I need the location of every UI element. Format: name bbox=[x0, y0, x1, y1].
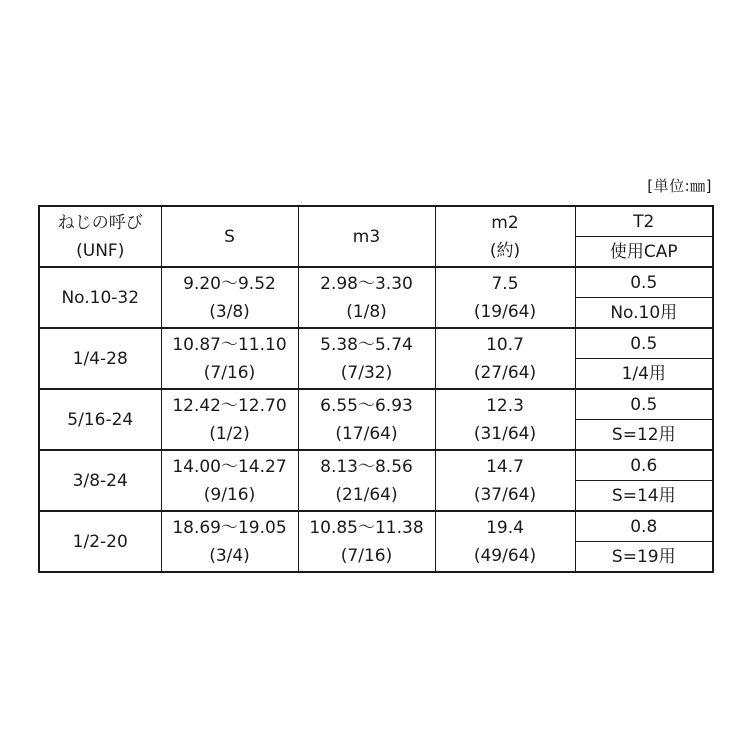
cell-cap: S=12用 bbox=[575, 420, 713, 451]
cell-cap: S=19用 bbox=[575, 542, 713, 573]
cell-t2: 0.6 bbox=[575, 450, 713, 481]
cell-s: 12.42〜12.70 (1/2) bbox=[161, 389, 298, 450]
cell-s: 9.20〜9.52 (3/8) bbox=[161, 267, 298, 328]
header-thread: ねじの呼び (UNF) bbox=[39, 206, 161, 267]
cell-s: 14.00〜14.27 (9/16) bbox=[161, 450, 298, 511]
table-row bbox=[39, 450, 713, 481]
cell-m3: 2.98〜3.30 (1/8) bbox=[298, 267, 435, 328]
cell-m2: 14.7 (37/64) bbox=[435, 450, 575, 511]
cell-cap: S=14用 bbox=[575, 481, 713, 512]
cell-t2: 0.5 bbox=[575, 267, 713, 298]
header-s: S bbox=[161, 206, 298, 267]
cell-m3: 10.85〜11.38 (7/16) bbox=[298, 511, 435, 572]
cell-thread: 3/8-24 bbox=[39, 450, 161, 511]
cell-cap: No.10用 bbox=[575, 298, 713, 329]
spec-table bbox=[38, 205, 714, 573]
cell-m2: 19.4 (49/64) bbox=[435, 511, 575, 572]
cell-s: 18.69〜19.05 (3/4) bbox=[161, 511, 298, 572]
cell-t2: 0.8 bbox=[575, 511, 713, 542]
cell-m2: 12.3 (31/64) bbox=[435, 389, 575, 450]
table-row bbox=[39, 511, 713, 542]
cell-thread: 1/2-20 bbox=[39, 511, 161, 572]
table-row bbox=[39, 267, 713, 298]
cell-m2: 10.7 (27/64) bbox=[435, 328, 575, 389]
cell-m2: 7.5 (19/64) bbox=[435, 267, 575, 328]
header-row bbox=[39, 206, 713, 237]
table-row bbox=[39, 328, 713, 359]
cell-s: 10.87〜11.10 (7/16) bbox=[161, 328, 298, 389]
cell-thread: 5/16-24 bbox=[39, 389, 161, 450]
header-cap: 使用CAP bbox=[575, 237, 713, 268]
header-m3: m3 bbox=[298, 206, 435, 267]
header-t2: T2 bbox=[575, 206, 713, 237]
cell-thread: 1/4-28 bbox=[39, 328, 161, 389]
cell-thread: No.10-32 bbox=[39, 267, 161, 328]
cell-cap: 1/4用 bbox=[575, 359, 713, 390]
table-row bbox=[39, 389, 713, 420]
cell-m3: 6.55〜6.93 (17/64) bbox=[298, 389, 435, 450]
header-m2: m2 (約) bbox=[435, 206, 575, 267]
cell-t2: 0.5 bbox=[575, 389, 713, 420]
cell-t2: 0.5 bbox=[575, 328, 713, 359]
cell-m3: 5.38〜5.74 (7/32) bbox=[298, 328, 435, 389]
cell-m3: 8.13〜8.56 (21/64) bbox=[298, 450, 435, 511]
unit-note: [単位:㎜] bbox=[647, 177, 712, 195]
